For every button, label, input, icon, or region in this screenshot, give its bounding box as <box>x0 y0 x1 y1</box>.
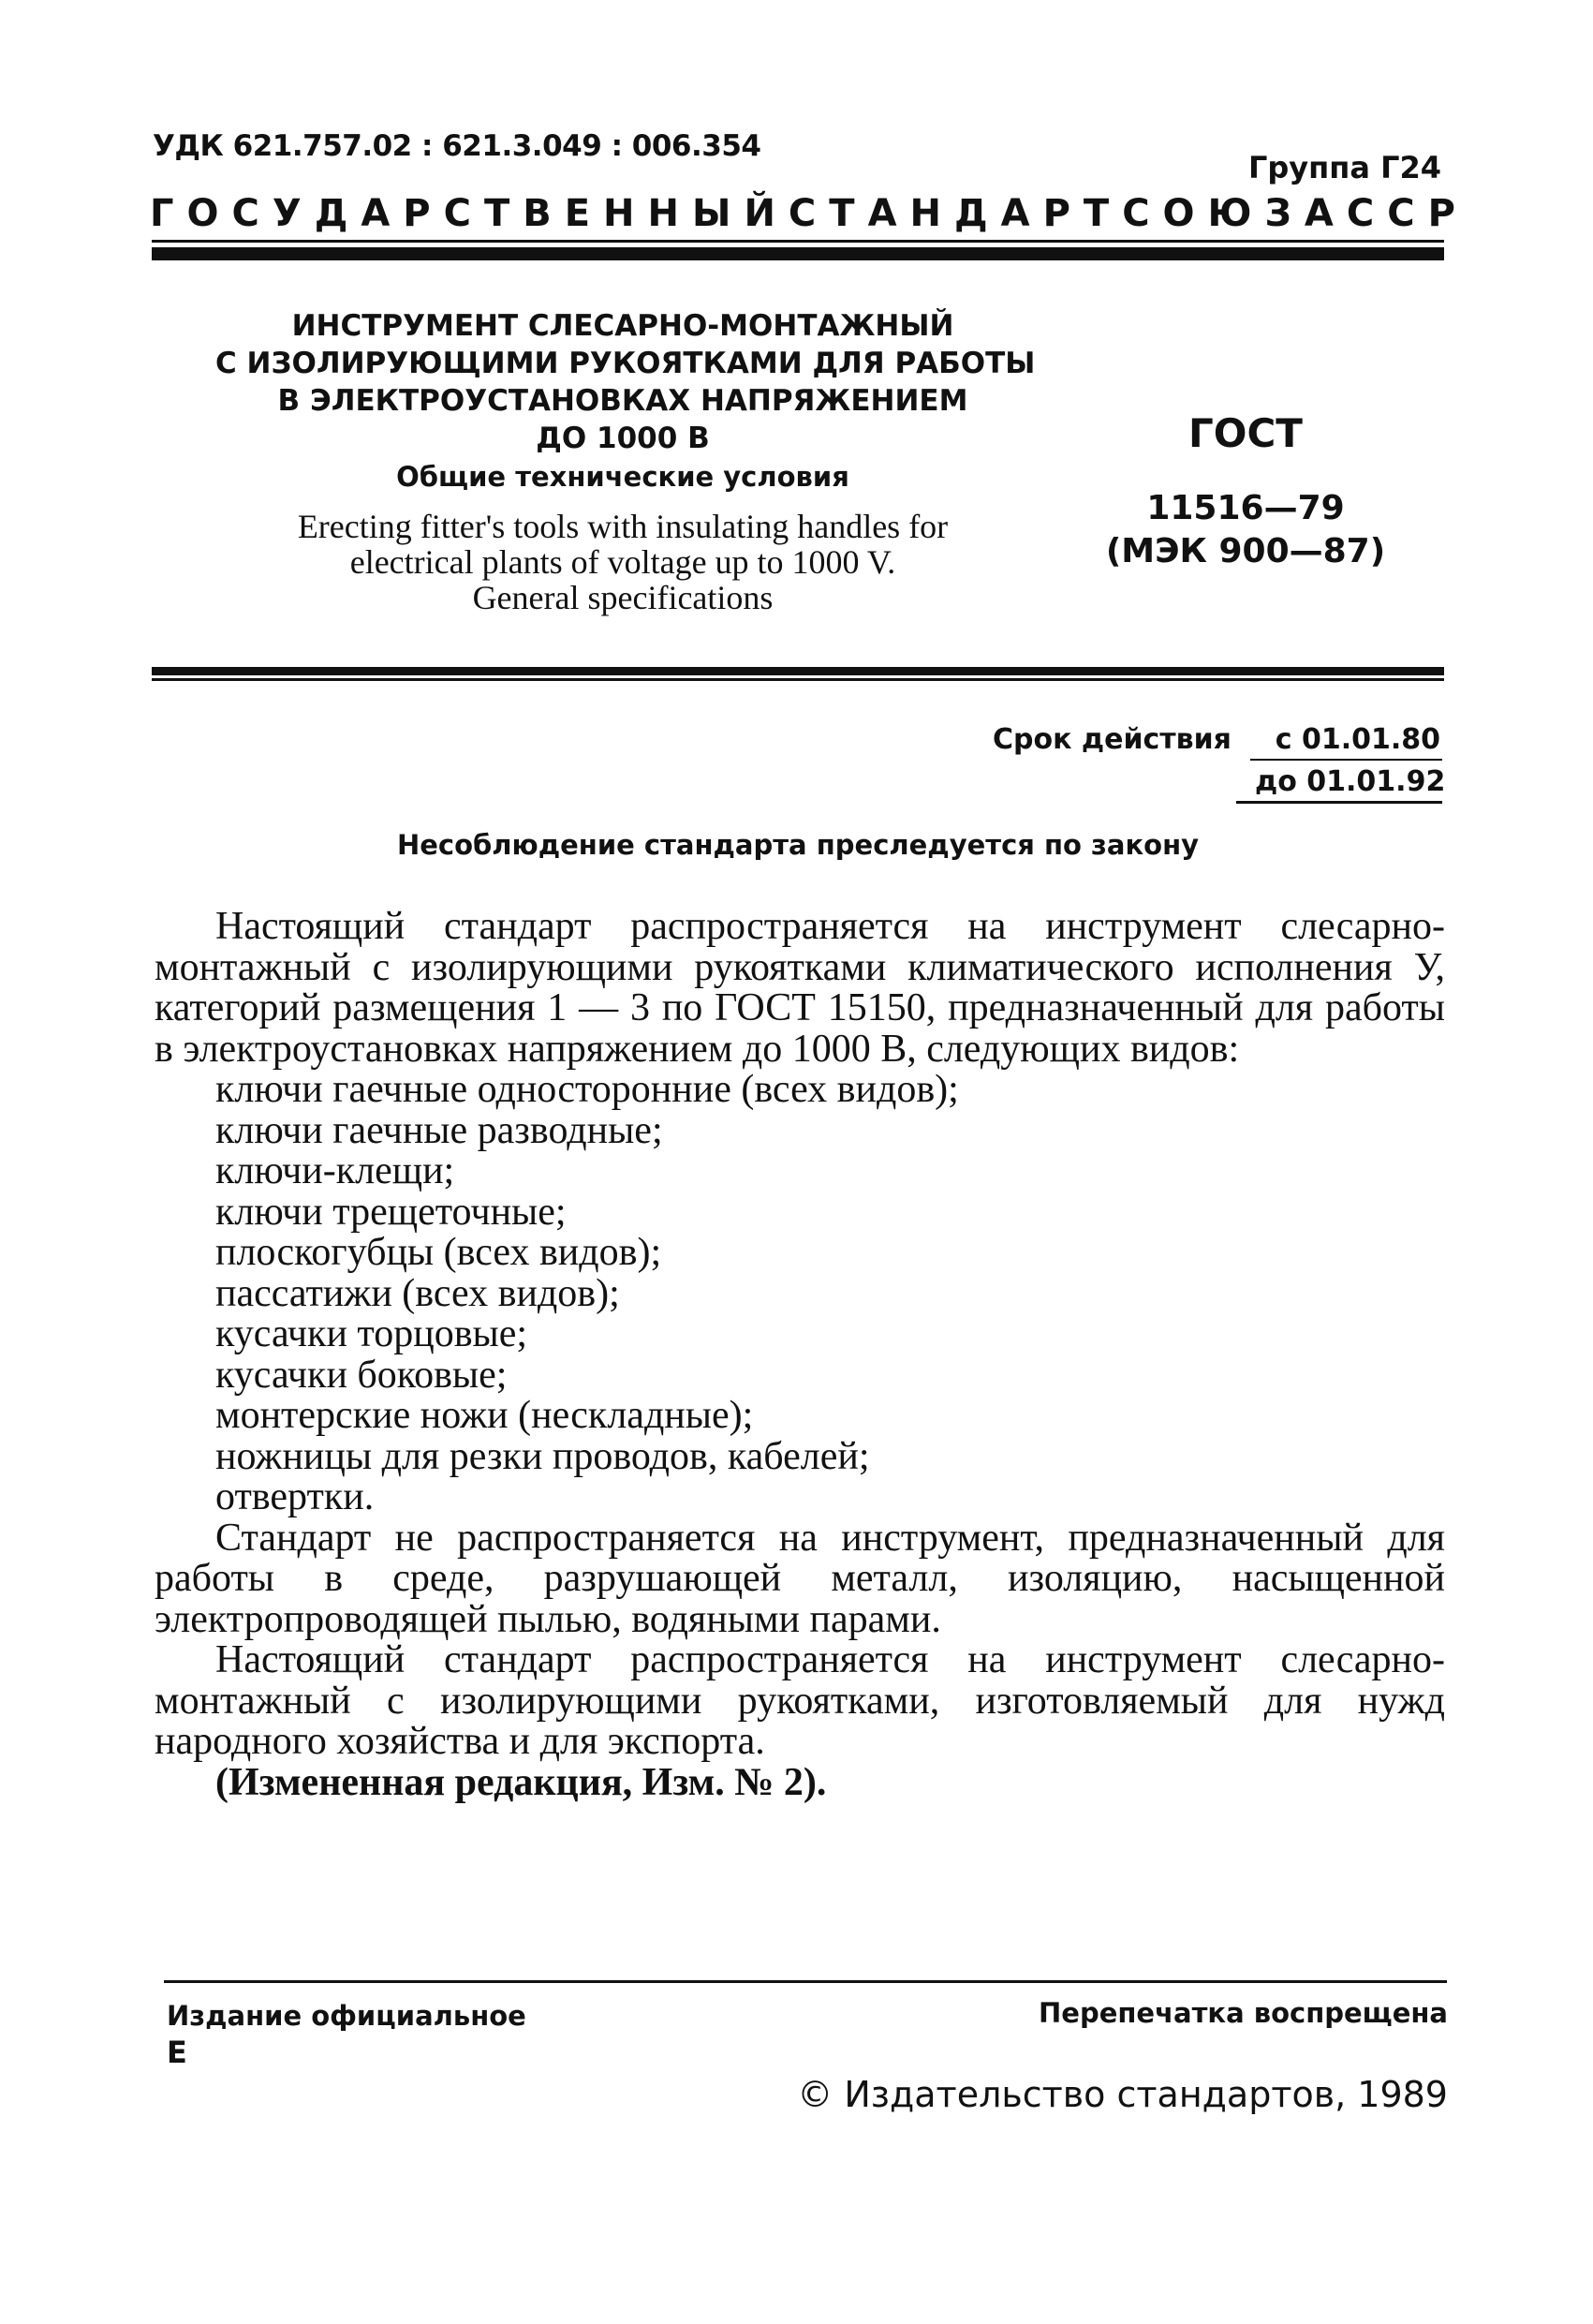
validity-label: Срок действия <box>993 723 1232 756</box>
title-line: В ЭЛЕКТРОУСТАНОВКАХ НАПРЯЖЕНИЕМ <box>277 384 968 418</box>
list-item: ключи гаечные разводные; <box>215 1108 663 1152</box>
publisher-line: © Издательство стандартов, 1989 <box>797 2074 1448 2115</box>
udk-code: УДК 621.757.02 : 621.3.049 : 006.354 <box>153 129 761 163</box>
english-title-line: Erecting fitter's tools with insulating handles for <box>297 508 949 545</box>
document-body <box>155 907 1445 1803</box>
reprint-notice: Перепечатка воспрещена <box>1039 1997 1448 2029</box>
footer-rule <box>164 1980 1447 1983</box>
banner-word: ССР <box>1346 192 1468 235</box>
gost-number-block <box>1105 487 1386 573</box>
group-code: Группа Г24 <box>1247 150 1441 185</box>
list-item: ключи-клещи; <box>215 1149 455 1192</box>
validity-to: до 01.01.92 <box>1255 765 1446 798</box>
title-line: С ИЗОЛИРУЮЩИМИ РУКОЯТКАМИ ДЛЯ РАБОТЫ <box>215 347 1036 380</box>
list-item: пассатижи (всех видов); <box>215 1271 620 1315</box>
validity-rule <box>1236 801 1442 804</box>
header-rule-thick <box>152 247 1444 260</box>
list-item: монтерские ножи (нескладные); <box>215 1394 754 1437</box>
english-title-line: General specifications <box>472 579 774 616</box>
list-item: ключи трещеточные; <box>215 1190 567 1234</box>
edition-label: Издание официальное <box>167 2000 526 2032</box>
state-standard-banner <box>150 192 1468 235</box>
list-item: кусачки торцовые; <box>215 1312 528 1355</box>
banner-word: СОЮЗА <box>1122 192 1347 235</box>
validity-rule <box>1250 759 1442 761</box>
banner-word: СТАНДАРТ <box>788 192 1123 235</box>
english-title-line: electrical plants of voltage up to 1000 V. <box>349 543 896 581</box>
english-title <box>215 509 1030 615</box>
gost-label: ГОСТ <box>1188 410 1303 456</box>
gost-number: 11516—79 <box>1146 489 1345 527</box>
document-title <box>215 307 1036 457</box>
document-subtitle: Общие технические условия <box>396 461 849 493</box>
validity-from: с 01.01.80 <box>1275 723 1440 756</box>
list-item: кусачки боковые; <box>215 1353 508 1397</box>
title-rule-thin <box>152 678 1444 681</box>
scope-paragraph: Настоящий стандарт распространяется на инструмент слесарно-монтажный с изолирующими рукоятками, изготовляемый для нужд народного хозяйства и для экспорта. <box>155 1638 1445 1763</box>
title-line: ДО 1000 В <box>536 422 710 455</box>
list-item: ножницы для резки проводов, кабелей; <box>215 1434 870 1478</box>
amendment-note: (Измененная редакция, Изм. № 2). <box>215 1760 827 1804</box>
iec-number: (МЭК 900—87) <box>1105 532 1386 570</box>
title-line: ИНСТРУМЕНТ СЛЕСАРНО-МОНТАЖНЫЙ <box>291 309 954 343</box>
banner-word: ГОСУДАРСТВЕННЫЙ <box>150 192 789 235</box>
exclusion-paragraph: Стандарт не распространяется на инструмент, предназначенный для работы в среде, разрушающей металл, изоляцию, насыщенной электропроводящей пылью, водяными парами. <box>155 1516 1445 1641</box>
title-rule-thick <box>152 667 1444 675</box>
header-rule-thin <box>152 240 1444 243</box>
intro-paragraph: Настоящий стандарт распространяется на инструмент слесарно-монтажный с изолирующими рукоятками климатического исполнения У, категорий размещения 1 — 3 по ГОСТ 15150, предназначенный для работы в электроустановках напряжением до 1000 В, следующих видов: <box>155 905 1445 1071</box>
edition-mark: Е <box>167 2035 187 2070</box>
law-notice: Несоблюдение стандарта преследуется по закону <box>396 829 1200 861</box>
list-item: плоскогубцы (всех видов); <box>215 1231 662 1274</box>
list-item: отвертки. <box>215 1475 375 1518</box>
list-item: ключи гаечные односторонние (всех видов); <box>215 1068 959 1111</box>
